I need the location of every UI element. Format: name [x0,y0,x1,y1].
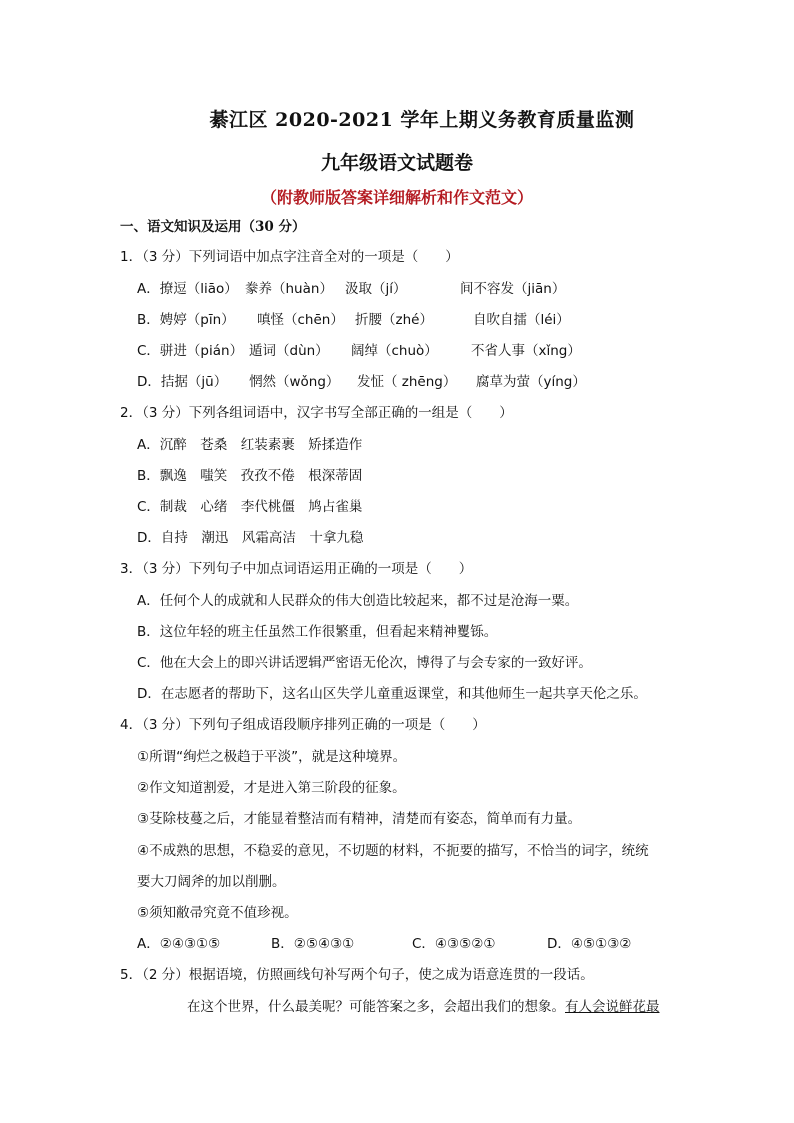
q2-option-b: B．飘逸 嗤笑 孜孜不倦 根深蒂固 [137,468,363,484]
q5-passage [187,998,660,1016]
section-heading: 一、语文知识及运用（30 分） [120,219,306,235]
q2-option-a: A．沉醉 苍桑 红装素裹 矫揉造作 [137,437,363,453]
q1-d-item-1: D．拮据（jū） [137,374,228,390]
q4-sentence-4: ④不成熟的思想，不稳妥的意见，不切题的材料，不扼要的描写，不恰当的词字，统统 [137,843,649,859]
q4-option-c: C．④③⑤②① [412,936,496,952]
q3-option-b: B．这位年轻的班主任虽然工作很繁重，但看起来精神矍铄。 [137,624,498,640]
question-4-stem: 4．（3 分）下列句子组成语段顺序排列正确的一项是（ ） [120,717,486,733]
q4-option-d: D．④⑤①③② [547,936,632,952]
q2-option-c: C．制裁 心绪 李代桃僵 鸠占雀巢 [137,499,363,515]
q4-option-a: A．②④③①⑤ [137,936,221,952]
q1-d-item-3: 发怔（ zhēng） [357,374,457,390]
q5-passage-text: 在这个世界，什么最美呢？可能答案之多，会超出我们的想象。 [187,999,565,1015]
q4-sentence-5: ⑤须知敝帚究竟不值珍视。 [137,905,298,921]
question-3-stem: 3．（3 分）下列句子中加点词语运用正确的一项是（ ） [120,561,473,577]
q1-b-item-1: B．娉婷（pīn） [137,312,235,328]
question-1-stem: 1．（3 分）下列词语中加点字注音全对的一项是（ ） [120,249,459,265]
q2-option-d: D．自持 潮迅 风霜高洁 十拿九稳 [137,530,364,546]
question-5-stem: 5．（2 分）根据语境，仿照画线句补写两个句子，使之成为语意连贯的一段话。 [120,967,594,983]
q4-sentence-1: ①所谓“绚烂之极趋于平淡”，就是这种境界。 [137,749,407,765]
q1-a-item-2: 豢养（huàn） [245,281,333,297]
exam-title: 綦江区 2020-2021 学年上期义务教育质量监测 [209,109,635,131]
q1-c-item-2: 遁词（dùn） [249,343,329,359]
q5-underlined-text: 有人会说鲜花最 [565,999,660,1015]
q1-a-item-4: 间不容发（jiān） [460,281,566,297]
question-2-stem: 2．（3 分）下列各组词语中，汉字书写全部正确的一组是（ ） [120,405,513,421]
q1-c-item-1: C．骈进（pián） [137,343,244,359]
q1-c-item-4: 不省人事（xǐng） [471,343,581,359]
q4-sentence-4-cont: 要大刀阔斧的加以削删。 [137,874,286,890]
q1-b-item-2: 嗔怪（chēn） [257,312,344,328]
q1-b-item-4: 自吹自擂（léi） [473,312,570,328]
q3-option-a: A．任何个人的成就和人民群众的伟大创造比较起来，都不过是沧海一粟。 [137,593,579,609]
q4-sentence-3: ③芟除枝蔓之后，才能显着整洁而有精神，清楚而有姿态，简单而有力量。 [137,811,582,827]
q4-sentence-2: ②作文知道割爱，才是进入第三阶段的征象。 [137,780,406,796]
exam-note: （附教师版答案详细解析和作文范文） [260,188,533,207]
q1-d-item-2: 惘然（wǒng） [249,374,340,390]
q1-c-item-3: 阔绰（chuò） [351,343,438,359]
q4-option-b: B．②⑤④③① [271,936,355,952]
q1-a-item-3: 汲取（jí） [345,281,407,297]
q1-d-item-4: 腐草为萤（yíng） [476,374,586,390]
q1-b-item-3: 折腰（zhé） [355,312,433,328]
q3-option-d: D．在志愿者的帮助下，这名山区失学儿童重返课堂，和其他师生一起共享天伦之乐。 [137,686,647,702]
q3-option-c: C．他在大会上的即兴讲话逻辑严密语无伦次，博得了与会专家的一致好评。 [137,655,592,671]
exam-subtitle: 九年级语文试题卷 [320,152,473,174]
q1-a-item-1: A．撩逗（liāo） [137,281,238,297]
